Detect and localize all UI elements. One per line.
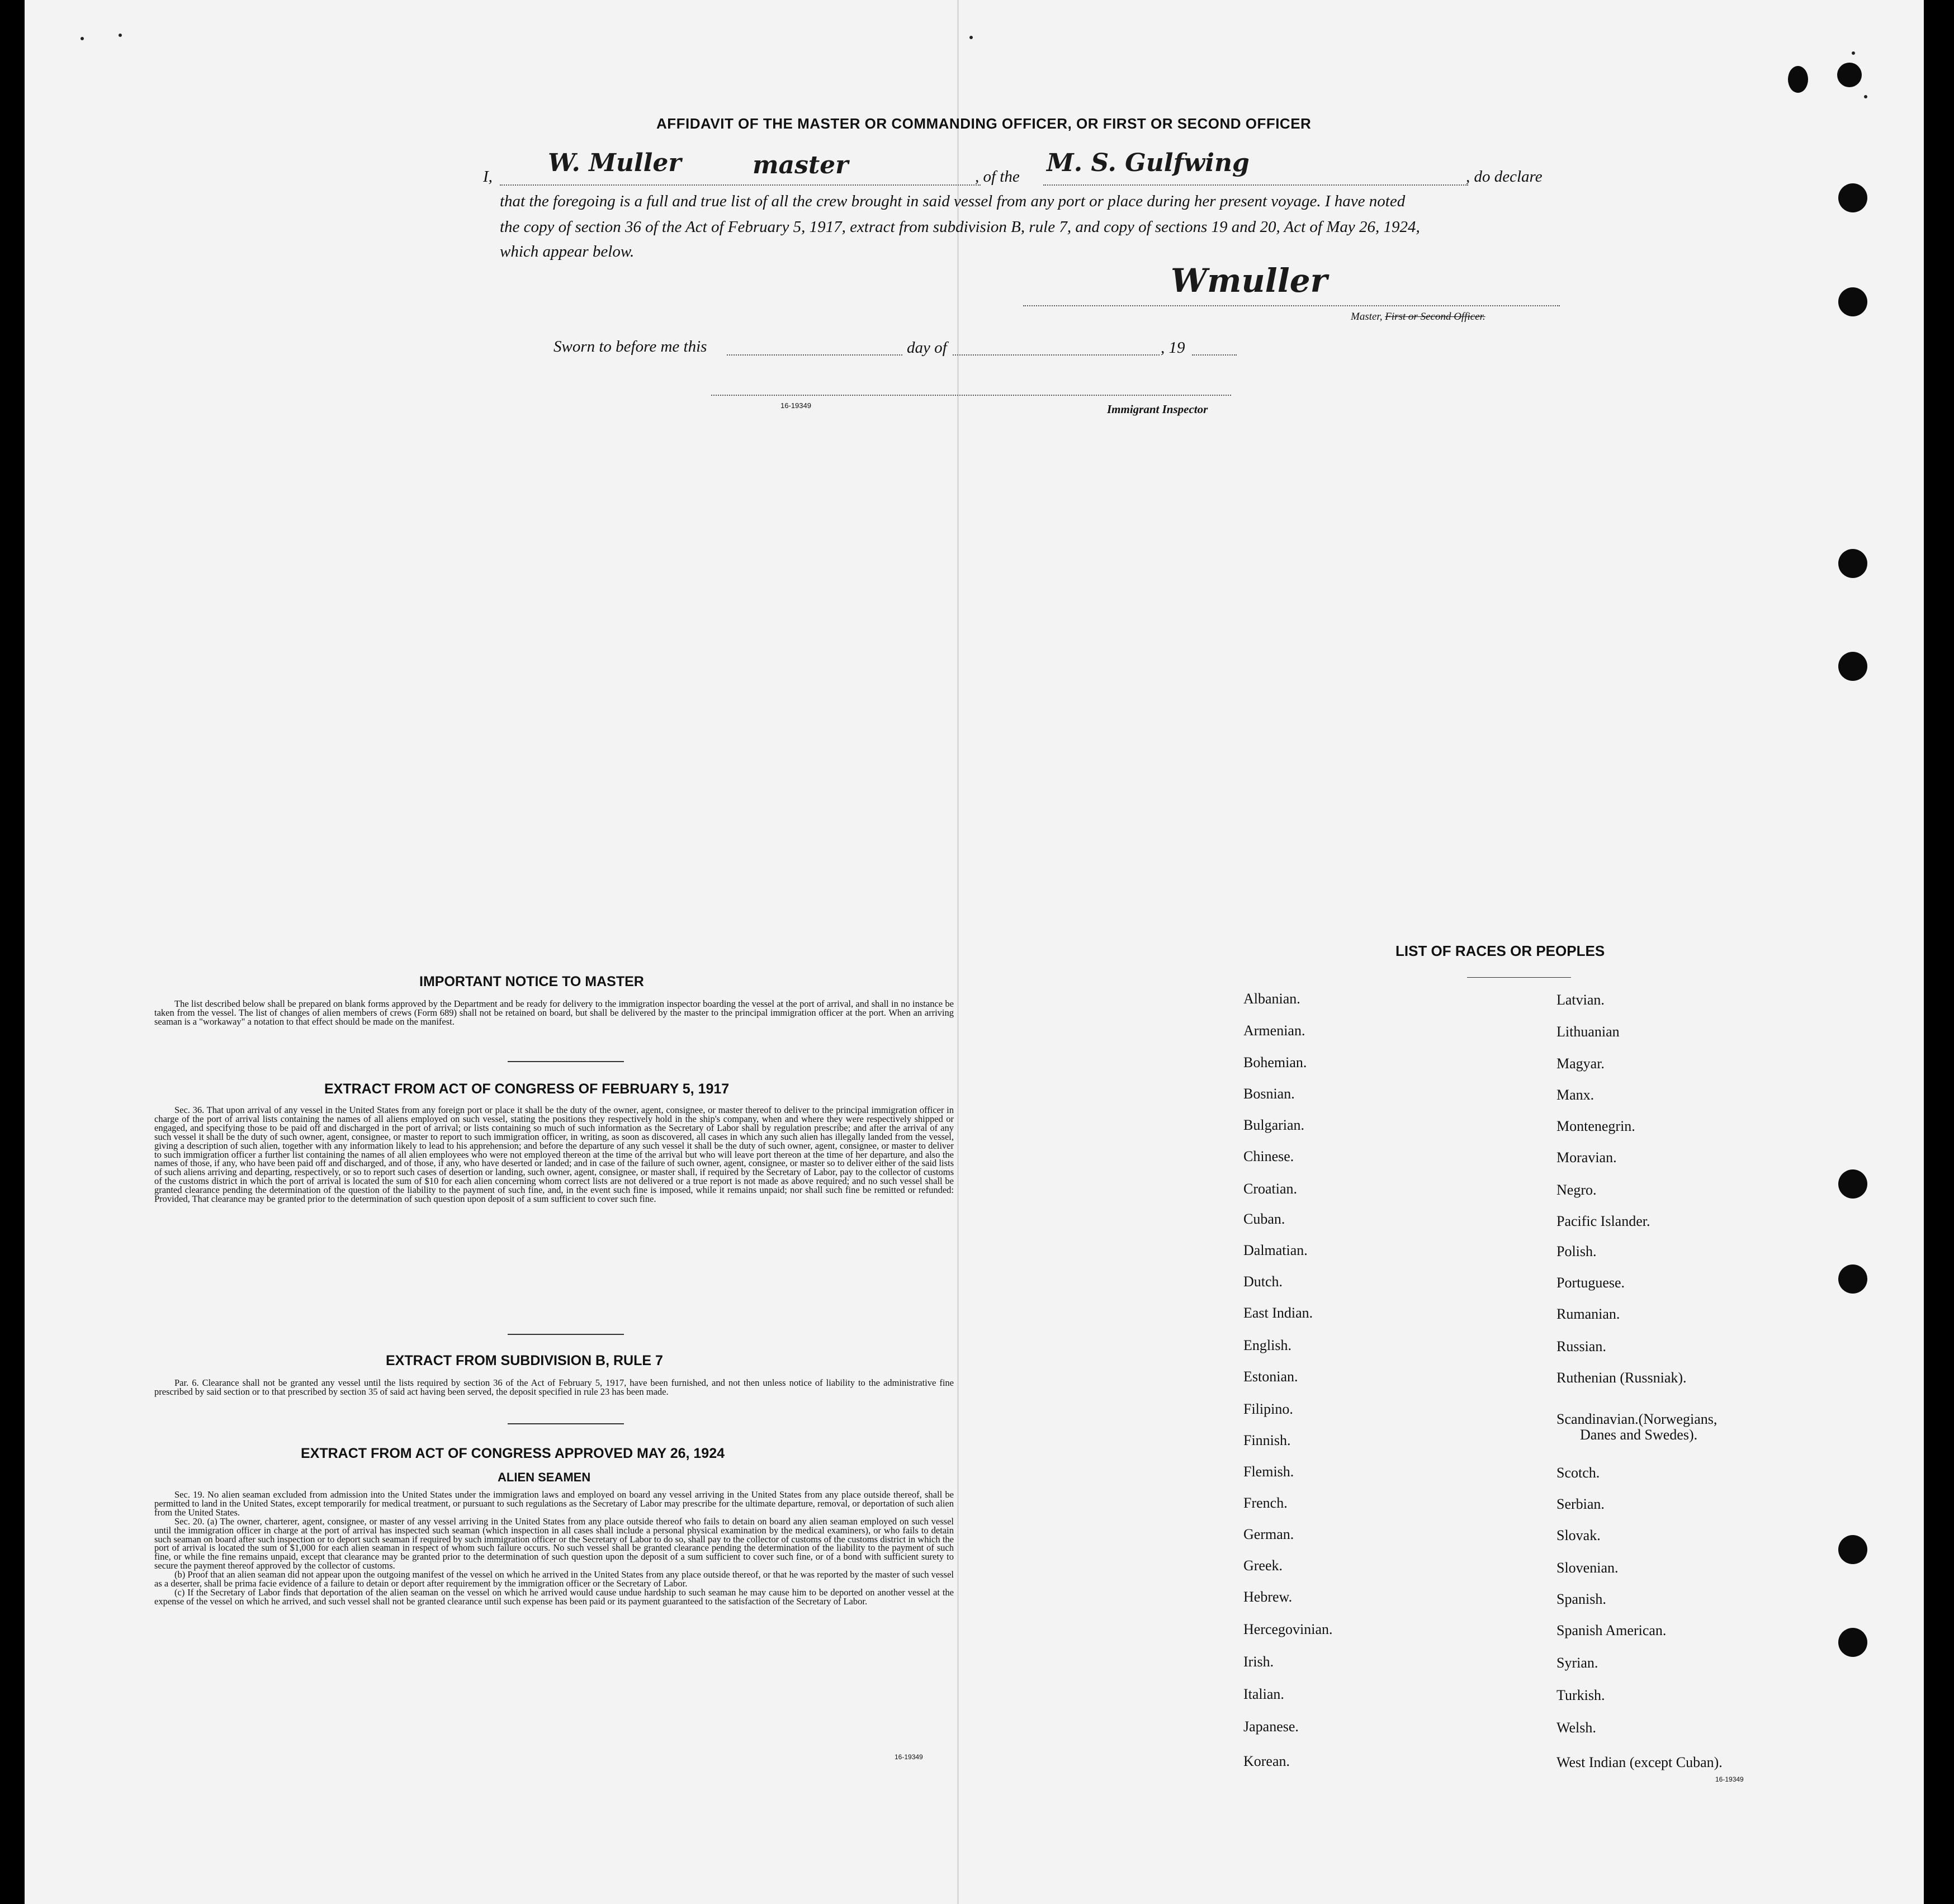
scan-speck (1852, 51, 1855, 55)
race-left-13: Estonian. (1243, 1368, 1298, 1385)
race-left-21: Hercegovinian. (1243, 1621, 1333, 1637)
signer-label-struck: First or Second Officer. (1385, 311, 1485, 323)
divider (1467, 977, 1571, 978)
scan-speck (1864, 95, 1867, 98)
race-left-25: Korean. (1243, 1753, 1290, 1769)
race-right-15: Scotch. (1556, 1465, 1600, 1481)
scan-speck (969, 36, 973, 39)
punch-hole (1837, 63, 1862, 87)
signer-label (1351, 311, 1485, 323)
signer-label-master: Master, (1351, 311, 1383, 323)
sec-20b-paragraph: (b) Proof that an alien seaman did not appear upon the outgoing manifest of the vessel on which he arrived in the United States from any place outside thereof, or that he was reported by the master of such vessel as a deserter, shall be prima facie evidence of a failure to detain or deport after requirement by the immigration officer or the Secretary of Labor. (154, 1569, 954, 1589)
race-left-8: Cuban. (1243, 1211, 1285, 1227)
race-right-22: Turkish. (1556, 1687, 1605, 1703)
race-left-7: Croatian. (1243, 1181, 1298, 1197)
punch-hole (1838, 652, 1867, 681)
sec-20c-paragraph: (c) If the Secretary of Labor finds that deportation of the alien seaman on the vessel on which he arrived would cause undue hardship to such seaman he may cause him to be deported on another vessel at the expense of the vessel on which he arrived, and such vessel shall not be granted clearance until such expense has been paid or its payment guaranteed to the satisfaction of the Secretary of Labor. (154, 1586, 954, 1607)
race-right-14: Scandinavian.(Norwegians, (1556, 1411, 1718, 1427)
race-right-19: Spanish. (1556, 1591, 1606, 1607)
race-left-23: Italian. (1243, 1686, 1284, 1702)
race-left-10: Dutch. (1243, 1273, 1283, 1290)
race-left-22: Irish. (1243, 1654, 1274, 1670)
notice-paragraph: The list described below shall be prepared on blank forms approved by the Department and be ready for delivery to the immigration inspector boarding the vessel at the port of arrival, and shall in no instance be taken from the vessel. The list of changes of alien members of crews (Form 689) shall not be retained on board, but shall be delivered by the master to the principal immigration officer at the port. When an arriving seaman is a "workaway" a notation to that effect should be made on the manifest. (154, 998, 954, 1027)
race-left-3: Bohemian. (1243, 1054, 1307, 1071)
race-left-9: Dalmatian. (1243, 1242, 1308, 1258)
punch-hole (1838, 1264, 1867, 1294)
race-right-16: Serbian. (1556, 1496, 1605, 1512)
race-left-5: Bulgarian. (1243, 1117, 1305, 1133)
race-left-17: French. (1243, 1495, 1288, 1511)
signature-line (1023, 305, 1560, 306)
race-right-5: Montenegrin. (1556, 1118, 1635, 1134)
day-of-label: day of (907, 339, 947, 357)
handwritten-vessel: M. S. Gulfwing (1047, 149, 1250, 177)
race-right-21: Syrian. (1556, 1655, 1598, 1671)
race-right-10: Portuguese. (1556, 1275, 1625, 1291)
race-left-19: Greek. (1243, 1557, 1283, 1574)
race-left-18: German. (1243, 1526, 1294, 1542)
handwritten-name: W. Muller (548, 149, 682, 177)
extract-rule7-title: EXTRACT FROM SUBDIVISION B, RULE 7 (386, 1353, 663, 1368)
master-signature: Wmuller (1171, 262, 1328, 300)
punch-hole (1838, 549, 1867, 578)
sworn-year-line (1192, 354, 1237, 356)
punch-hole (1788, 66, 1808, 93)
do-declare-label: , do declare (1466, 168, 1543, 186)
page-fold (957, 0, 959, 1904)
race-right-24: West Indian (except Cuban). (1556, 1754, 1723, 1770)
par-6-paragraph: Par. 6. Clearance shall not be granted any vessel until the lists required by section 36 of the Act of February 5, 1917, have been furnished, and not then unless notice of liability to the administrative fine prescribed by said section or to that prescribed by section 35 of said act having been served, the deposit specified in rule 23 has been made. (154, 1377, 954, 1397)
scan-speck (81, 37, 84, 40)
sworn-month-line (953, 354, 1160, 356)
sec-36-paragraph: Sec. 36. That upon arrival of any vessel in the United States from any foreign port or place it shall be the duty of the owner, agent, consignee, or master thereof to deliver to the principal immigration officer in charge of the port of arrival lists containing the names of all aliens employed on such vessel, stating the positions they respectively hold in the ship's company, when and where they were respectively shipped or engaged, and specifying those to be paid off and discharged in the port of arrival; or lists containing so much of such information as the Secretary of Labor shall by regulation prescribe; and after the arrival of any such vessel it shall be the duty of such owner, agent, consignee, or master to report to such immigration officer, in writing, as soon as discovered, all cases in which any such alien has illegally landed from the vessel, giving a description of such alien, together with any information likely to lead to his apprehension; and before the departure of any such vessel it shall be the duty of such owner, agent, consignee, or master to deliver to such immigration officer a further list containing the names of all alien employees who were not employed thereon at the time of the arrival but who will leave port thereon at the time of her departure, and also the names of those, if any, who have been paid off and discharged, and of those, if any, who have deserted or landed; and in case of the failure of such owner, agent, consignee, or master so to deliver either of the said lists of such aliens arriving and departing, respectively, or so to report such cases of desertion or landing, such owner, agent, consignee, or master shall, if required by the Secretary of Labor, pay to the collector of customs of the customs district in which the port of arrival is located the sum of $10 for each alien concerning whom correct lists are not delivered or a true report is not made as above required; and no such vessel shall be granted clearance pending the determination of the question of the liability to the payment of such fine, and, in the event such fine is imposed, while it remains unpaid; nor shall such fine be remitted or refunded: Provided, That clearance may be granted prior to the determination of such question upon deposit of a sum sufficient to cover such fine. (154, 1105, 954, 1205)
race-right-20: Spanish American. (1556, 1622, 1667, 1638)
alien-seamen-subtitle: ALIEN SEAMEN (498, 1470, 591, 1484)
divider (508, 1334, 624, 1335)
extract-1924-title: EXTRACT FROM ACT OF CONGRESS APPROVED MAY 26, 1924 (301, 1446, 725, 1461)
race-left-1: Albanian. (1243, 991, 1300, 1007)
affidavit-title: AFFIDAVIT OF THE MASTER OR COMMANDING OFFICER, OR FIRST OR SECOND OFFICER (656, 115, 1312, 132)
name-line (500, 184, 981, 186)
inspector-signature-line (711, 395, 1231, 396)
races-title: LIST OF RACES OR PEOPLES (1395, 942, 1605, 959)
race-right-11: Rumanian. (1556, 1306, 1620, 1322)
divider (508, 1423, 624, 1424)
document-sheet (25, 0, 1924, 1904)
race-right-9: Polish. (1556, 1243, 1597, 1259)
of-the-label: , of the (975, 168, 1020, 186)
extract-form-number: 16-19349 (895, 1753, 923, 1761)
notice-title: IMPORTANT NOTICE TO MASTER (419, 974, 644, 989)
affidavit-prefix: I, (483, 168, 493, 186)
race-right-3: Magyar. (1556, 1055, 1605, 1072)
race-right-18: Slovenian. (1556, 1560, 1619, 1576)
sec-19-paragraph: Sec. 19. No alien seaman excluded from admission into the United States under the immigration laws and employed on board any vessel arriving in the United States from any place outside thereof, shall be permitted to land in the United States, except temporarily for medical treatment, or pursuant to such regulations as the Secretary of Labor may prescribe for the ultimate departure, removal, or deportation of such alien from the United States. (154, 1489, 954, 1518)
notice-text (154, 1000, 954, 1026)
punch-hole (1838, 183, 1867, 212)
year-label: , 19 (1161, 339, 1185, 357)
extract-1917-text (154, 1106, 954, 1204)
divider (508, 1061, 624, 1062)
race-left-11: East Indian. (1243, 1305, 1313, 1321)
punch-hole (1838, 287, 1867, 316)
race-right-1: Latvian. (1556, 992, 1605, 1008)
sworn-day-line (727, 354, 902, 356)
race-left-4: Bosnian. (1243, 1086, 1295, 1102)
affidavit-form-number: 16-19349 (780, 401, 811, 410)
race-right-7: Negro. (1556, 1182, 1597, 1198)
race-left-2: Armenian. (1243, 1022, 1305, 1039)
punch-hole (1838, 1628, 1867, 1657)
race-right-6: Moravian. (1556, 1149, 1617, 1166)
punch-hole (1838, 1535, 1867, 1564)
race-right-13: Ruthenian (Russniak). (1556, 1370, 1687, 1386)
race-right-17: Slovak. (1556, 1527, 1601, 1543)
race-right-4: Manx. (1556, 1087, 1595, 1103)
punch-hole (1838, 1169, 1867, 1199)
extract-1917-title: EXTRACT FROM ACT OF CONGRESS OF FEBRUARY 5, 1917 (324, 1081, 730, 1097)
sec-20a-paragraph: Sec. 20. (a) The owner, charterer, agent, consignee, or master of any vessel arriving in the United States from any place outside thereof who fails to detain on board any alien seaman employed on such vessel until the immigration officer in charge at the port of arrival has inspected such seaman (which inspection in all cases shall include a personal physical examination by the medical examiners), or who fails to detain such seaman on board after such inspection or to deport such seaman if required by such immigration officer or the Secretary of Labor to do so, shall pay to the collector of customs of the customs district in which the port of arrival is located the sum of $1,000 for each alien seaman in respect of whom such failure occurs. No such vessel shall be granted clearance pending the determination of the liability to the payment of such fine, or while the fine remains unpaid, except that clearance may be granted prior to the determination of such question upon the deposit of a sum sufficient to cover such fine, or of a bond with sufficient surety to secure the payment thereof approved by the collector of customs. (154, 1515, 954, 1571)
race-right-8: Pacific Islander. (1556, 1213, 1650, 1229)
inspector-label: Immigrant Inspector (1107, 402, 1208, 416)
race-left-24: Japanese. (1243, 1718, 1299, 1735)
race-left-6: Chinese. (1243, 1148, 1294, 1164)
race-left-20: Hebrew. (1243, 1589, 1293, 1605)
handwritten-rank: master (753, 151, 849, 179)
race-right-23: Welsh. (1556, 1720, 1596, 1736)
races-form-number: 16-19349 (1715, 1775, 1744, 1783)
race-right-12: Russian. (1556, 1338, 1606, 1354)
affidavit-body-line1: that the foregoing is a full and true list of all the crew brought in said vessel from any port or place during her present voyage. I have noted (500, 192, 1406, 210)
extract-rule7-text (154, 1379, 954, 1396)
sworn-label: Sworn to before me this (553, 338, 707, 356)
race-left-14: Filipino. (1243, 1401, 1293, 1417)
affidavit-body-line2: the copy of section 36 of the Act of February 5, 1917, extract from subdivision B, rule 7, and copy of sections 19 and 20, Act of May 26, 1924, (500, 218, 1420, 236)
scan-speck (119, 34, 122, 37)
race-right-14b: Danes and Swedes). (1580, 1427, 1698, 1443)
race-left-15: Finnish. (1243, 1432, 1291, 1448)
race-left-12: English. (1243, 1337, 1291, 1353)
extract-1924-text (154, 1490, 954, 1606)
affidavit-body-line3: which appear below. (500, 243, 635, 261)
race-left-16: Flemish. (1243, 1463, 1294, 1480)
vessel-line (1043, 184, 1468, 186)
race-right-2: Lithuanian (1556, 1024, 1620, 1040)
